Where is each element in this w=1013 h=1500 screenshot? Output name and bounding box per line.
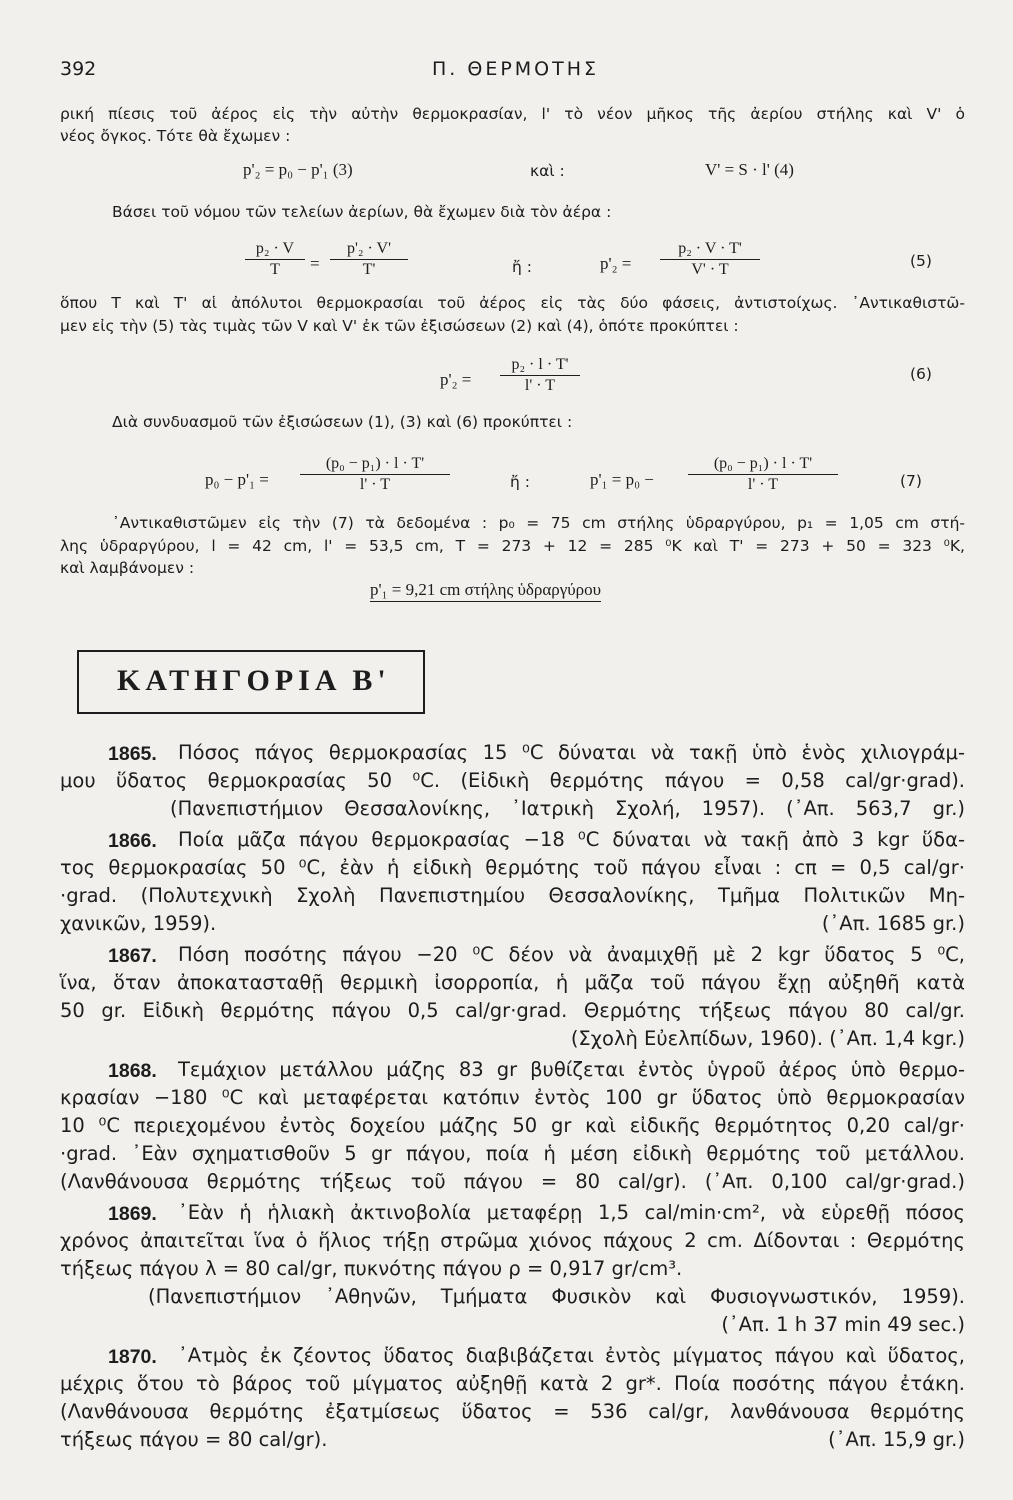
eq5-fraction-1 xyxy=(245,240,305,279)
para4-line-2: λης ὑδραργύρου, l = 42 cm, l' = 53,5 cm, T = 273 + 12 = 285 ⁰K καὶ T' = 273 + 50 = 323 ⁰K, xyxy=(60,537,965,555)
result-value: p'₁ = 9,21 cm στήλης ὑδραργύρου xyxy=(370,580,601,602)
para2-line-2: μεν εἰς τὴν (5) τὰς τιμὰς τῶν V καὶ V' ἐκ τῶν ἐξισώσεων (2) καὶ (4), ὁπότε προκύπτει : xyxy=(60,317,739,335)
category-title: ΚΑΤΗΓΟΡΙΑ Β' xyxy=(117,664,391,697)
eq5-fraction-3 xyxy=(660,240,760,279)
equation-3: p'₂ = p₀ − p'₁ (3) xyxy=(243,160,353,179)
problem-number-1867: 1867. xyxy=(108,945,157,967)
problem-1867-line-2: ἵνα, ὅταν ἀποκατασταθῇ θερμικὴ ἰσορροπία, ἡ μᾶζα τοῦ πάγου ἔχῃ αὐξηθῆ κατὰ xyxy=(60,971,965,994)
problem-1870-line-1: ᾿Ατμὸς ἐκ ζέοντος ὕδατος διαβιβάζεται ἐντὸς μίγματος πάγου καὶ ὕδατος, xyxy=(178,1344,965,1367)
problem-1865-line-3: (Πανεπιστήμιον Θεσσαλονίκης, ᾿Ιατρικὴ Σχολή, 1957). (᾿Απ. 563,7 gr.) xyxy=(170,797,965,820)
para3-line-1: Διὰ συνδυασμοῦ τῶν ἐξισώσεων (1), (3) καὶ (6) προκύπτει : xyxy=(112,413,573,431)
problem-1869-line-2: χρόνος ἀπαιτεῖται ἵνα ὁ ἥλιος τήξῃ στρῶμα χιόνος πάχους 2 cm. Δίδονται : Θερμότης xyxy=(60,1229,965,1252)
running-title: Π. ΘΕΡΜΟΤΗΣ xyxy=(432,58,600,80)
problem-1869-line-1: ᾿Εὰν ἡ ἡλιακὴ ἀκτινοβολία μεταφέρῃ 1,5 cal/min·cm², νὰ εὑρεθῇ πόσος xyxy=(178,1201,965,1224)
eq6-lhs: p'₂ = xyxy=(440,370,472,389)
problem-1868-line-3: 10 ⁰C περιεχομένου ἐντὸς δοχείου μάζης 50 gr καὶ εἰδικῆς θερμότητος 0,20 cal/gr· xyxy=(60,1114,965,1137)
eq5-fraction-2 xyxy=(330,240,408,279)
eq7-fraction-2 xyxy=(688,455,838,494)
problem-1869-line-3: τήξεως πάγου λ = 80 cal/gr, πυκνότης πάγου ρ = 0,917 gr/cm³. xyxy=(60,1257,683,1280)
eq7-tag: (7) xyxy=(900,472,922,490)
eq6-fraction xyxy=(500,356,580,395)
eq5-fraction-2-numerator: p'₂ · V' xyxy=(330,240,408,260)
eq5-fraction-2-denominator: T' xyxy=(362,261,376,278)
eq5-equals: = xyxy=(310,254,320,273)
eq5-fraction-1-numerator: p₂ · V xyxy=(245,240,305,260)
problem-number-1866: 1866. xyxy=(108,830,157,852)
eq7-lhs-2: p'₁ = p₀ − xyxy=(590,470,654,489)
problem-1869-line-4: (Πανεπιστήμιον ᾿Αθηνῶν, Τμήματα Φυσικὸν καὶ Φυσιογνωστικόν, 1959). xyxy=(148,1285,965,1308)
eq7-lhs-1: p₀ − p'₁ = xyxy=(205,470,269,489)
eq7-or: ἤ : xyxy=(510,473,530,491)
problem-1866-line-2: τος θερμοκρασίας 50 ⁰C, ἐὰν ἡ εἰδικὴ θερμότης τοῦ πάγου εἶναι : cπ = 0,5 cal/gr· xyxy=(60,856,965,879)
eq6-denominator: l' · T xyxy=(524,377,556,394)
problem-1870-line-4: τήξεως πάγου = 80 cal/gr). xyxy=(60,1428,328,1451)
problem-1865-line-2: μου ὕδατος θερμοκρασίας 50 ⁰C. (Εἰδικὴ θερμότης πάγου = 0,58 cal/gr·grad). xyxy=(60,769,965,792)
problem-1866-answer: (᾿Απ. 1685 gr.) xyxy=(821,912,965,935)
eq6-numerator: p₂ · l · T' xyxy=(500,356,580,376)
problem-1868-line-4: ·grad. ᾿Εὰν σχηματισθοῦν 5 gr πάγου, ποία ἡ μέση εἰδικὴ θερμότης τοῦ μετάλλου. xyxy=(60,1142,965,1165)
equation-and: καὶ : xyxy=(530,162,565,180)
eq7-fraction-1-denominator: l' · T xyxy=(359,476,391,493)
problem-1868-line-1: Τεμάχιον μετάλλου μάζης 83 gr βυθίζεται ἐντὸς ὑγροῦ ἀέρος ὑπὸ θερμο- xyxy=(178,1058,965,1081)
problem-1868-line-2: κρασίαν −180 ⁰C καὶ μεταφέρεται κατόπιν ἐντὸς 100 gr ὕδατος ὑπὸ θερμοκρασίαν xyxy=(60,1086,965,1109)
problem-1865-line-1: Πόσος πάγος θερμοκρασίας 15 ⁰C δύναται νὰ τακῇ ὑπὸ ἑνὸς χιλιογράμ- xyxy=(178,741,965,764)
problem-1870-line-2: μέχρις ὅτου τὸ βάρος τοῦ μίγματος αὐξηθῇ κατὰ 2 gr*. Ποία ποσότης πάγου ἐτάκη. xyxy=(60,1372,965,1395)
equation-4: V' = S · l' (4) xyxy=(705,160,794,179)
problem-1868-line-5: (Λανθάνουσα θερμότης τήξεως τοῦ πάγου = 80 cal/gr). (᾿Απ. 0,100 cal/gr·grad.) xyxy=(60,1170,965,1193)
para2-line-1: ὅπου T καὶ T' αἱ ἀπόλυτοι θερμοκρασίαι τοῦ ἀέρος εἰς τὰς δύο φάσεις, ἀντιστοίχως. ᾿Αντικαθιστῶ- xyxy=(60,294,965,312)
problem-1867-line-4: (Σχολὴ Εὐελπίδων, 1960). (᾿Απ. 1,4 kgr.) xyxy=(570,1027,965,1050)
page-number: 392 xyxy=(60,58,97,80)
intro-line-2: νέος ὄγκος. Τότε θὰ ἔχωμεν : xyxy=(60,127,291,145)
eq5-lhs: p'₂ = xyxy=(600,254,632,273)
problem-1867-line-3: 50 gr. Εἰδικὴ θερμότης πάγου 0,5 cal/gr·grad. Θερμότης τήξεως πάγου 80 cal/gr. xyxy=(60,999,965,1022)
eq5-tag: (5) xyxy=(910,252,932,270)
para4-line-3: καὶ λαμβάνομεν : xyxy=(60,559,195,577)
eq7-fraction-2-denominator: l' · T xyxy=(747,476,779,493)
problem-1870-answer: (᾿Απ. 15,9 gr.) xyxy=(828,1428,965,1451)
problem-1866-line-1: Ποία μᾶζα πάγου θερμοκρασίας −18 ⁰C δύναται νὰ τακῇ ἀπὸ 3 kgr ὕδα- xyxy=(178,828,965,851)
eq6-tag: (6) xyxy=(910,365,932,383)
para4-line-1: ᾿Αντικαθιστῶμεν εἰς τὴν (7) τὰ δεδομένα : p₀ = 75 cm στήλης ὑδραργύρου, p₁ = 1,05 cm στή- xyxy=(112,514,965,532)
eq7-fraction-1-numerator: (p₀ − p₁) · l · T' xyxy=(300,455,450,475)
problem-1867-line-1: Πόση ποσότης πάγου −20 ⁰C δέον νὰ ἀναμιχθῇ μὲ 2 kgr ὕδατος 5 ⁰C, xyxy=(178,943,965,966)
intro-line-3: Βάσει τοῦ νόμου τῶν τελείων ἀερίων, θὰ ἔχωμεν διὰ τὸν ἀέρα : xyxy=(112,203,612,221)
eq5-fraction-3-denominator: V' · T xyxy=(691,261,729,278)
problem-1866-line-4: χανικῶν, 1959). xyxy=(60,912,217,935)
eq5-fraction-1-denominator: T xyxy=(270,261,280,278)
eq5-or: ἤ : xyxy=(512,258,532,276)
eq5-fraction-3-numerator: p₂ · V · T' xyxy=(660,240,760,260)
problem-1870-line-3: (Λανθάνουσα θερμότης ἐξατμίσεως ὕδατος = 536 cal/gr, λανθάνουσα θερμότης xyxy=(60,1400,965,1423)
intro-line-1: ρική πίεσις τοῦ ἀέρος εἰς τὴν αὐτὴν θερμοκρασίαν, l' τὸ νέον μῆκος τῆς ἀερίου στήλης καὶ V' ὁ xyxy=(60,105,965,123)
problem-1869-answer: (᾿Απ. 1 h 37 min 49 sec.) xyxy=(721,1313,965,1336)
problem-number-1865: 1865. xyxy=(108,743,157,765)
eq7-fraction-2-numerator: (p₀ − p₁) · l · T' xyxy=(688,455,838,475)
eq7-fraction-1 xyxy=(300,455,450,494)
problem-number-1870: 1870. xyxy=(108,1346,157,1368)
problem-number-1869: 1869. xyxy=(108,1203,157,1225)
problem-1866-line-3: ·grad. (Πολυτεχνικὴ Σχολὴ Πανεπιστημίου Θεσσαλονίκης, Τμῆμα Πολιτικῶν Μη- xyxy=(60,884,965,907)
problem-number-1868: 1868. xyxy=(108,1060,157,1082)
